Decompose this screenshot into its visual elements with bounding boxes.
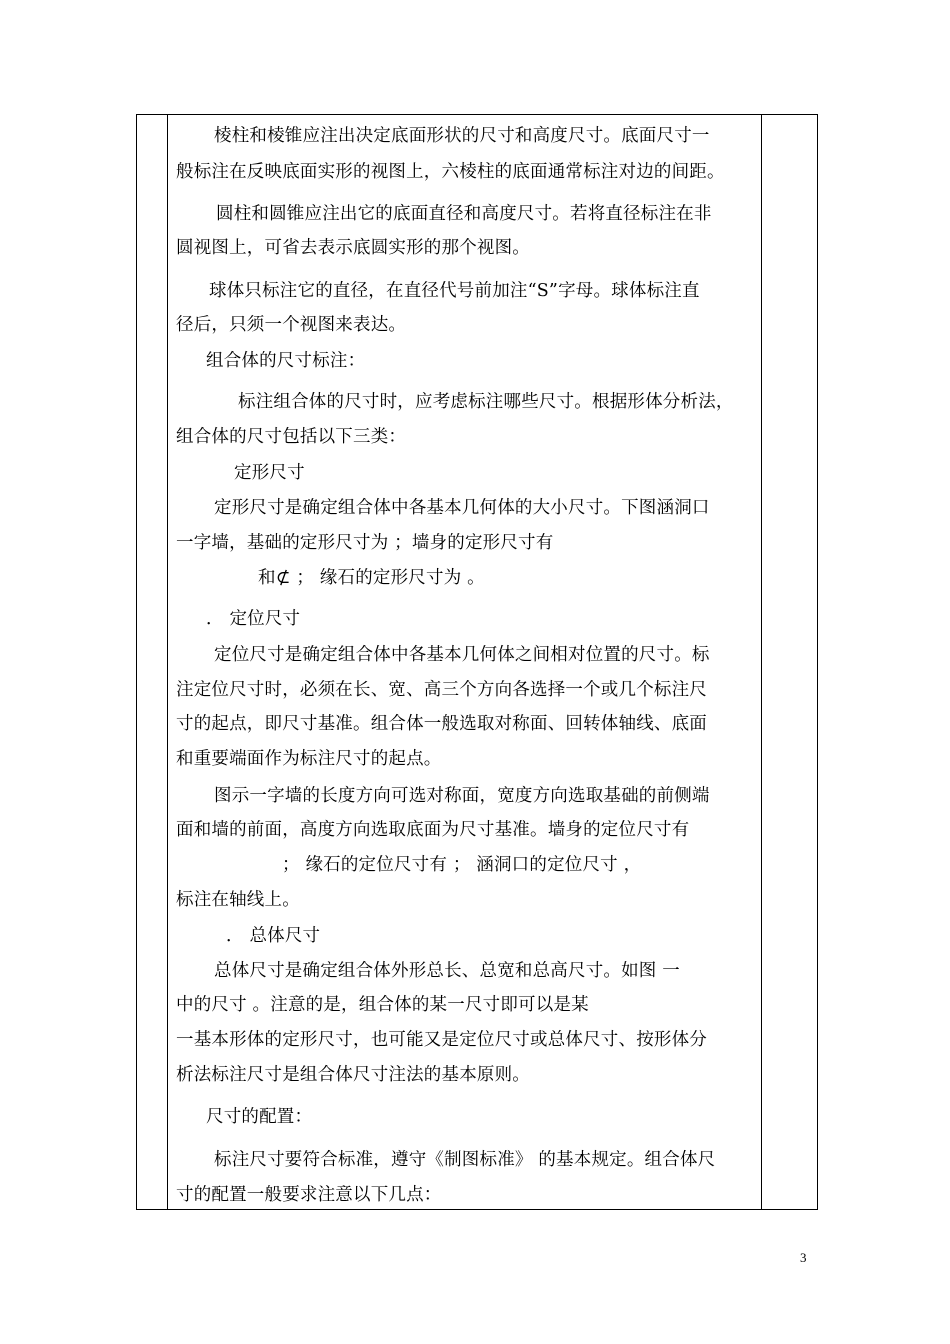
table-right-column-divider: [761, 115, 762, 1209]
text-line: 寸的配置一般要求注意以下几点：: [176, 1185, 442, 1205]
text-line: 定形尺寸是确定组合体中各基本几何体的大小尺寸。下图涵洞口: [214, 498, 710, 518]
text-line: 组合体的尺寸包括以下三类：: [176, 427, 407, 447]
text-line: 径后，只须一个视图来表达。: [176, 315, 407, 335]
text-line: 标注组合体的尺寸时，应考虑标注哪些尺寸。根据形体分析法，: [238, 392, 734, 412]
text-line: 圆视图上，可省去表示底圆实形的那个视图。: [176, 238, 530, 258]
page-number: 3: [800, 1250, 807, 1265]
text-line: 面和墙的前面，高度方向选取底面为尺寸基准。墙身的定位尺寸有: [176, 820, 690, 840]
subsection-heading: 定形尺寸: [234, 463, 305, 483]
section-heading: 组合体的尺寸标注：: [206, 351, 366, 371]
text-line: 球体只标注它的直径，在直径代号前加注“S”字母。球体标注直: [209, 281, 700, 301]
subsection-heading: ． 定位尺寸: [206, 609, 301, 629]
subsection-heading: ． 总体尺寸: [226, 926, 321, 946]
text-line: 图示一字墙的长度方向可选对称面，宽度方向选取基础的前侧端: [214, 786, 710, 806]
text-line: 中的尺寸 。注意的是，组合体的某一尺寸即可以是某: [176, 995, 589, 1015]
text-line: 总体尺寸是确定组合体外形总长、总宽和总高尺寸。如图 一: [214, 961, 680, 981]
content-column: [176, 114, 761, 1210]
text-line: 和重要端面作为标注尺寸的起点。: [176, 749, 442, 769]
section-heading: 尺寸的配置：: [206, 1107, 313, 1127]
text-line: 寸的起点，即尺寸基准。组合体一般选取对称面、回转体轴线、底面: [176, 714, 707, 734]
text-line: 和⊄ ； 缘石的定形尺寸为 。: [258, 568, 485, 588]
text-line: 圆柱和圆锥应注出它的底面直径和高度尺寸。若将直径标注在非: [216, 204, 712, 224]
text-line: 一基本形体的定形尺寸，也可能又是定位尺寸或总体尺寸、按形体分: [176, 1030, 707, 1050]
text-line: ； 缘石的定位尺寸有 ； 涵洞口的定位尺寸 ，: [282, 855, 642, 875]
text-line: 定位尺寸是确定组合体中各基本几何体之间相对位置的尺寸。标: [214, 645, 710, 665]
text-line: 一字墙，基础的定形尺寸为 ；墙身的定形尺寸有: [176, 533, 554, 553]
text-line: 标注尺寸要符合标准，遵守《制图标准》 的基本规定。组合体尺: [214, 1150, 716, 1170]
table-left-column-divider: [167, 115, 168, 1209]
text-line: 注定位尺寸时，必须在长、宽、高三个方向各选择一个或几个标注尺: [176, 680, 707, 700]
text-line: 般标注在反映底面实形的视图上，六棱柱的底面通常标注对边的间距。: [176, 162, 725, 182]
text-line: 标注在轴线上。: [176, 890, 300, 910]
text-line: 析法标注尺寸是组合体尺寸注法的基本原则。: [176, 1065, 530, 1085]
text-line: 棱柱和棱锥应注出决定底面形状的尺寸和高度尺寸。底面尺寸一: [214, 126, 710, 146]
